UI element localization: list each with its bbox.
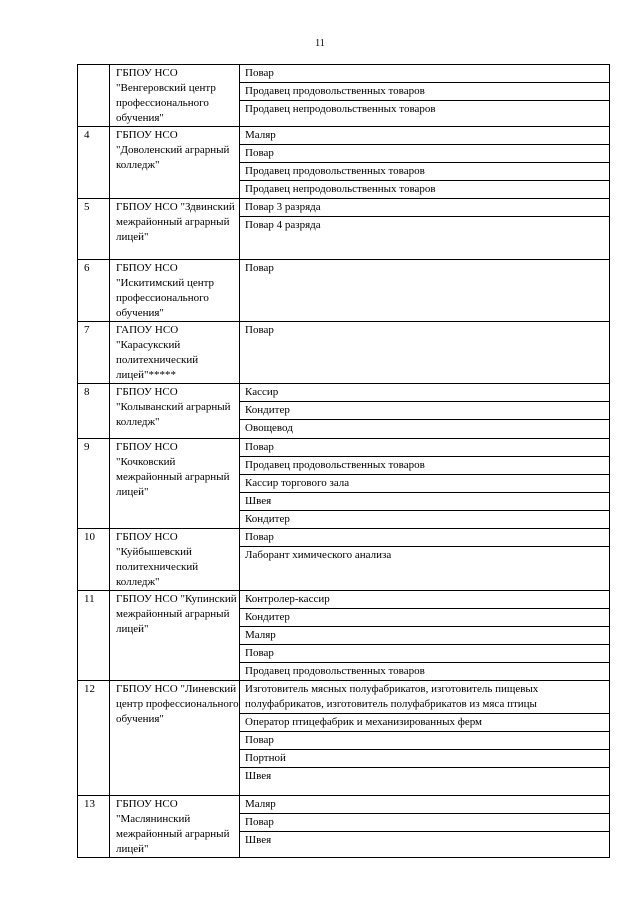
- profession-item: Кондитер: [245, 513, 290, 525]
- institution-name: ГБПОУ НСО "Купинский межрайонный аграрный лицей": [110, 591, 240, 681]
- professions-cell: [240, 65, 610, 127]
- profession-item: Повар: [245, 324, 274, 336]
- profession-item: Маляр: [240, 627, 609, 645]
- row-number: 13: [78, 796, 110, 858]
- table-row: [78, 65, 610, 127]
- profession-item: Повар: [240, 145, 609, 163]
- profession-item: Маляр: [240, 796, 609, 814]
- row-number: 7: [78, 322, 110, 384]
- table-row: [78, 591, 610, 681]
- institution-name: ГБПОУ НСО "Венгеровский центр профессионального обучения": [110, 65, 240, 127]
- profession-item: Повар: [240, 65, 609, 83]
- table-row: [78, 529, 610, 591]
- table-row: [78, 681, 610, 796]
- professions-cell: [240, 529, 610, 591]
- row-number: 6: [78, 260, 110, 322]
- profession-item: Кондитер: [240, 609, 609, 627]
- row-number: 9: [78, 439, 110, 529]
- profession-item: Повар: [240, 814, 609, 832]
- profession-item: Повар: [240, 645, 609, 663]
- profession-item: Оператор птицефабрик и механизированных ферм: [240, 714, 609, 732]
- institution-name: ГБПОУ НСО "Колыванский аграрный колледж": [110, 384, 240, 439]
- profession-item: Портной: [240, 750, 609, 768]
- institution-name: ГБПОУ НСО "Куйбышевский политехнический колледж": [110, 529, 240, 591]
- profession-item: Продавец продовольственных товаров: [245, 665, 425, 677]
- professions-cell: [240, 796, 610, 858]
- row-number: 12: [78, 681, 110, 796]
- professions-table: [77, 64, 610, 858]
- row-number: 8: [78, 384, 110, 439]
- row-number: 5: [78, 199, 110, 260]
- profession-item: Контролер-кассир: [240, 591, 609, 609]
- institution-name: ГБПОУ НСО "Линевский центр профессионального обучения": [110, 681, 240, 796]
- profession-item: Лаборант химического анализа: [245, 549, 392, 561]
- professions-cell: [240, 199, 610, 260]
- profession-item: Продавец непродовольственных товаров: [245, 103, 436, 115]
- table-row: [78, 439, 610, 529]
- institution-name: ГБПОУ НСО "Искитимский центр профессионального обучения": [110, 260, 240, 322]
- professions-cell: [240, 591, 610, 681]
- institution-name: ГБПОУ НСО "Здвинский межрайонный аграрный лицей": [110, 199, 240, 260]
- profession-item: Кассир: [240, 384, 609, 402]
- profession-item: Маляр: [240, 127, 609, 145]
- profession-item: Кондитер: [240, 402, 609, 420]
- table-row: [78, 199, 610, 260]
- page-number: 11: [315, 38, 325, 49]
- institution-name: ГБПОУ НСО "Доволенский аграрный колледж": [110, 127, 240, 199]
- table-row: [78, 322, 610, 384]
- profession-item: Швея: [245, 834, 272, 846]
- profession-item: Повар: [240, 732, 609, 750]
- professions-cell: [240, 681, 610, 796]
- table-row: [78, 796, 610, 858]
- table-row: [78, 260, 610, 322]
- profession-item: Продавец продовольственных товаров: [240, 163, 609, 181]
- institution-name: ГБПОУ НСО "Кочковский межрайонный аграрный лицей": [110, 439, 240, 529]
- profession-item: Повар 3 разряда: [240, 199, 609, 217]
- table-row: [78, 127, 610, 199]
- professions-cell: [240, 322, 610, 384]
- profession-item: Швея: [245, 770, 272, 782]
- profession-item: Повар 4 разряда: [245, 219, 321, 231]
- profession-item: Продавец продовольственных товаров: [240, 457, 609, 475]
- profession-item: Повар: [245, 262, 274, 274]
- professions-cell: [240, 127, 610, 199]
- profession-item: Швея: [240, 493, 609, 511]
- profession-item: Продавец непродовольственных товаров: [245, 183, 436, 195]
- profession-item: Продавец продовольственных товаров: [240, 83, 609, 101]
- profession-item: Повар: [240, 439, 609, 457]
- professions-cell: [240, 439, 610, 529]
- row-number: 11: [78, 591, 110, 681]
- institution-name: ГБПОУ НСО "Маслянинский межрайонный аграрный лицей": [110, 796, 240, 858]
- professions-cell: [240, 384, 610, 439]
- profession-item: Изготовитель мясных полуфабрикатов, изготовитель пищевых полуфабрикатов, изготовитель полуфабрикатов из мяса птицы: [240, 681, 609, 714]
- profession-item: Повар: [240, 529, 609, 547]
- profession-item: Овощевод: [245, 422, 293, 434]
- row-number: [78, 65, 110, 127]
- table-row: [78, 384, 610, 439]
- professions-cell: [240, 260, 610, 322]
- row-number: 4: [78, 127, 110, 199]
- institution-name: ГАПОУ НСО "Карасукский политехнический лицей"*****: [110, 322, 240, 384]
- profession-item: Кассир торгового зала: [240, 475, 609, 493]
- row-number: 10: [78, 529, 110, 591]
